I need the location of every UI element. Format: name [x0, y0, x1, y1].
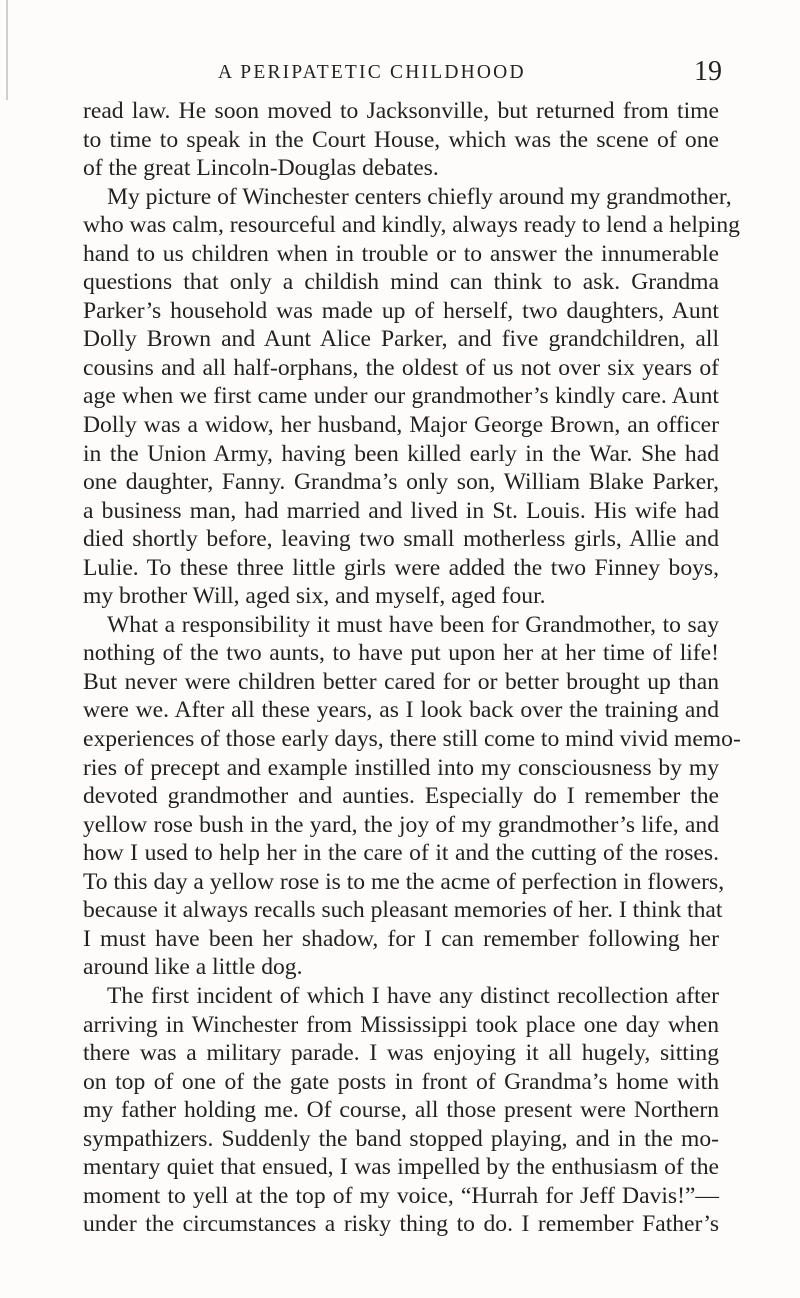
text-line: moment to yell at the top of my voice, “Hurrah for Jeff Davis!”—: [83, 1182, 719, 1209]
text-line: What a responsibility it must have been for Grandmother, to say: [107, 611, 719, 638]
text-line: under the circumstances a risky thing to do. I remember Father’s: [83, 1211, 719, 1238]
paragraph: [83, 97, 719, 183]
text-line: Dolly was a widow, her husband, Major George Brown, an officer: [83, 412, 719, 439]
text-line: My picture of Winchester centers chiefly around my grandmother,: [107, 183, 732, 210]
text-line: mentary quiet that ensued, I was impelled by the enthusiasm of the: [83, 1154, 719, 1181]
text-line: age when we first came under our grandmother’s kindly care. Aunt: [83, 383, 719, 410]
paragraph: [83, 611, 741, 982]
text-line: The first incident of which I have any distinct recollection after: [107, 982, 719, 1009]
text-line: how I used to help her in the care of it and the cutting of the roses.: [83, 840, 719, 867]
text-line: one daughter, Fanny. Grandma’s only son, William Blake Parker,: [83, 469, 719, 496]
text-line: experiences of those early days, there still come to mind vivid memo-: [83, 726, 741, 753]
text-line: But never were children better cared for or better brought up than: [83, 668, 719, 695]
text-line: nothing of the two aunts, to have put upon her at her time of life!: [83, 640, 719, 667]
text-line: to time to speak in the Court House, which was the scene of one: [83, 126, 719, 153]
text-line: yellow rose bush in the yard, the joy of my grandmother’s life, and: [83, 811, 719, 838]
text-line: questions that only a childish mind can think to ask. Grandma: [83, 269, 719, 296]
text-line: To this day a yellow rose is to me the acme of perfection in flowers,: [83, 868, 725, 895]
text-line: my father holding me. Of course, all those present were Northern: [83, 1097, 719, 1124]
text-line: Lulie. To these three little girls were added the two Finney boys,: [83, 554, 719, 581]
page-number: 19: [694, 56, 722, 87]
text-line: died shortly before, leaving two small motherless girls, Allie and: [83, 526, 719, 553]
text-line: cousins and all half-orphans, the oldest of us not over six years of: [83, 354, 719, 381]
running-title: A PERIPATETIC CHILDHOOD: [218, 62, 526, 83]
text-line: of the great Lincoln-Douglas debates.: [83, 155, 439, 182]
paragraph: [83, 982, 719, 1239]
text-line: there was a military parade. I was enjoying it all hugely, sitting: [83, 1040, 719, 1067]
text-line: hand to us children when in trouble or to answer the innumerable: [83, 240, 719, 267]
text-line: a business man, had married and lived in St. Louis. His wife had: [83, 497, 719, 524]
text-line: read law. He soon moved to Jacksonville, but returned from time: [83, 98, 719, 124]
text-line: Dolly Brown and Aunt Alice Parker, and five grandchildren, all: [83, 326, 719, 353]
body-text: [83, 97, 741, 1239]
running-header: [218, 56, 722, 92]
text-line: because it always recalls such pleasant memories of her. I think that: [83, 897, 723, 924]
text-line: around like a little dog.: [83, 954, 303, 981]
text-line: I must have been her shadow, for I can remember following her: [83, 925, 719, 952]
paragraph: [83, 183, 740, 611]
text-line: sympathizers. Suddenly the band stopped playing, and in the mo-: [83, 1125, 719, 1152]
text-line: Parker’s household was made up of herself, two daughters, Aunt: [83, 297, 719, 324]
text-line: arriving in Winchester from Mississippi took place one day when: [83, 1011, 719, 1038]
text-line: in the Union Army, having been killed early in the War. She had: [83, 440, 719, 467]
text-line: ries of precept and example instilled into my consciousness by my: [83, 754, 719, 781]
text-line: on top of one of the gate posts in front of Grandma’s home with: [83, 1068, 719, 1095]
text-line: devoted grandmother and aunties. Especially do I remember the: [83, 783, 719, 810]
text-line: who was calm, resourceful and kindly, always ready to lend a helping: [83, 212, 740, 239]
text-line: my brother Will, aged six, and myself, aged four.: [83, 583, 546, 610]
page-edge-rule: [6, 0, 8, 100]
text-line: were we. After all these years, as I look back over the training and: [83, 697, 719, 724]
